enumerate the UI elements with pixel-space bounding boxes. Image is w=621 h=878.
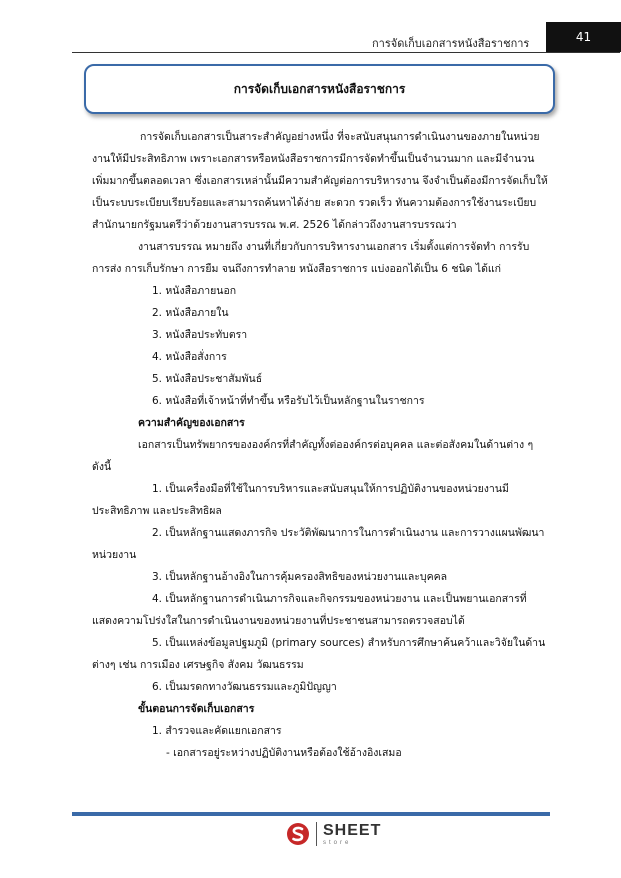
heading-importance: ความสำคัญของเอกสาร: [138, 417, 245, 429]
footer-divider: [72, 812, 550, 816]
body-content: [92, 126, 550, 764]
step-sub-item: - เอกสารอยู่ระหว่างปฏิบัติงานหรือต้องใช้อ้างอิงเสมอ: [166, 747, 402, 759]
list-item: 5. เป็นแหล่งข้อมูลปฐมภูมิ (primary sources) สำหรับการศึกษาค้นคว้าและวิจัยในด้านต่างๆ เช่น การเมือง เศรษฐกิจ สังคม วัฒนธรรม: [92, 637, 546, 671]
footer-logo: [286, 822, 381, 846]
list-item: 5. หนังสือประชาสัมพันธ์: [152, 373, 263, 385]
running-header-title: การจัดเก็บเอกสารหนังสือราชการ: [372, 37, 530, 50]
list-item: 4. หนังสือสั่งการ: [152, 351, 227, 363]
page-number-box: [546, 22, 621, 52]
list-item: 3. หนังสือประทับตรา: [152, 329, 248, 341]
list-item: 6. เป็นมรดกทางวัฒนธรรมและภูมิปัญญา: [152, 681, 337, 693]
logo-text: [323, 823, 381, 846]
importance-list: [92, 478, 550, 698]
list-item: 1. เป็นเครื่องมือที่ใช้ในการบริหารและสนับสนุนให้การปฏิบัติงานของหน่วยงานมีประสิทธิภาพ และประสิทธิผล: [92, 483, 509, 517]
paragraph-importance: เอกสารเป็นทรัพยากรขององค์กรที่สำคัญทั้งต่อองค์กรต่อบุคคล และต่อสังคมในด้านต่าง ๆ ดังนี้: [92, 439, 534, 473]
logo-sub-text: store: [323, 839, 352, 846]
list-item: 3. เป็นหลักฐานอ้างอิงในการคุ้มครองสิทธิของหน่วยงานและบุคคล: [152, 571, 448, 583]
list-item: 2. เป็นหลักฐานแสดงภารกิจ ประวัติพัฒนาการในการดำเนินงาน และการวางแผนพัฒนาหน่วยงาน: [92, 527, 545, 561]
list-item: 4. เป็นหลักฐานการดำเนินภารกิจและกิจกรรมของหน่วยงาน และเป็นพยานเอกสารที่แสดงความโปร่งใสในการดำเนินงานของหน่วยงานที่ประชาชนสามารถตรวจสอบได้: [92, 593, 527, 627]
section-title: การจัดเก็บเอกสารหนังสือราชการ: [233, 81, 406, 96]
title-box: [84, 64, 555, 114]
step-item: 1. สำรวจและคัดแยกเอกสาร: [152, 725, 282, 737]
logo-main-text: SHEET: [323, 821, 382, 839]
header-divider: [72, 52, 620, 53]
paragraph-definition: งานสารบรรณ หมายถึง งานที่เกี่ยวกับการบริหารงานเอกสาร เริ่มตั้งแต่การจัดทำ การรับ การส่ง การเก็บรักษา การยืม จนถึงการทำลาย หนังสือราชการ แบ่งออกได้เป็น 6 ชนิด ได้แก่: [92, 241, 530, 275]
list-item: 1. หนังสือภายนอก: [152, 285, 237, 297]
list-item: 6. หนังสือที่เจ้าหน้าที่ทำขึ้น หรือรับไว้เป็นหลักฐานในราชการ: [152, 395, 425, 407]
page-number: 41: [575, 30, 592, 44]
document-types-list: [92, 280, 550, 412]
heading-steps: ขั้นตอนการจัดเก็บเอกสาร: [138, 703, 255, 715]
logo-separator: [316, 822, 317, 846]
sheet-store-s-logo-icon: [286, 822, 310, 846]
paragraph-intro: การจัดเก็บเอกสารเป็นสาระสำคัญอย่างหนึ่ง ที่จะสนับสนุนการดำเนินงานของภายในหน่วยงานให้มีประสิทธิภาพ เพราะเอกสารหรือหนังสือราชการมีการจัดทำขึ้นเป็นจำนวนมาก และมีจำนวนเพิ่มมากขึ้นตลอดเวลา ซึ่งเอกสารเหล่านั้นมีความสำคัญต่อการบริหารงาน จึงจำเป็นต้องมีการจัดเก็บให้เป็นระบบระเบียบเรียบร้อยและสามารถค้นหาได้ง่าย สะดวก รวดเร็ว ทันความต้องการใช้งานระเบียบสำนักนายกรัฐมนตรีว่าด้วยงานสารบรรณ พ.ศ. 2526 ได้กล่าวถึงงานสารบรรณว่า: [92, 131, 548, 231]
list-item: 2. หนังสือภายใน: [152, 307, 229, 319]
